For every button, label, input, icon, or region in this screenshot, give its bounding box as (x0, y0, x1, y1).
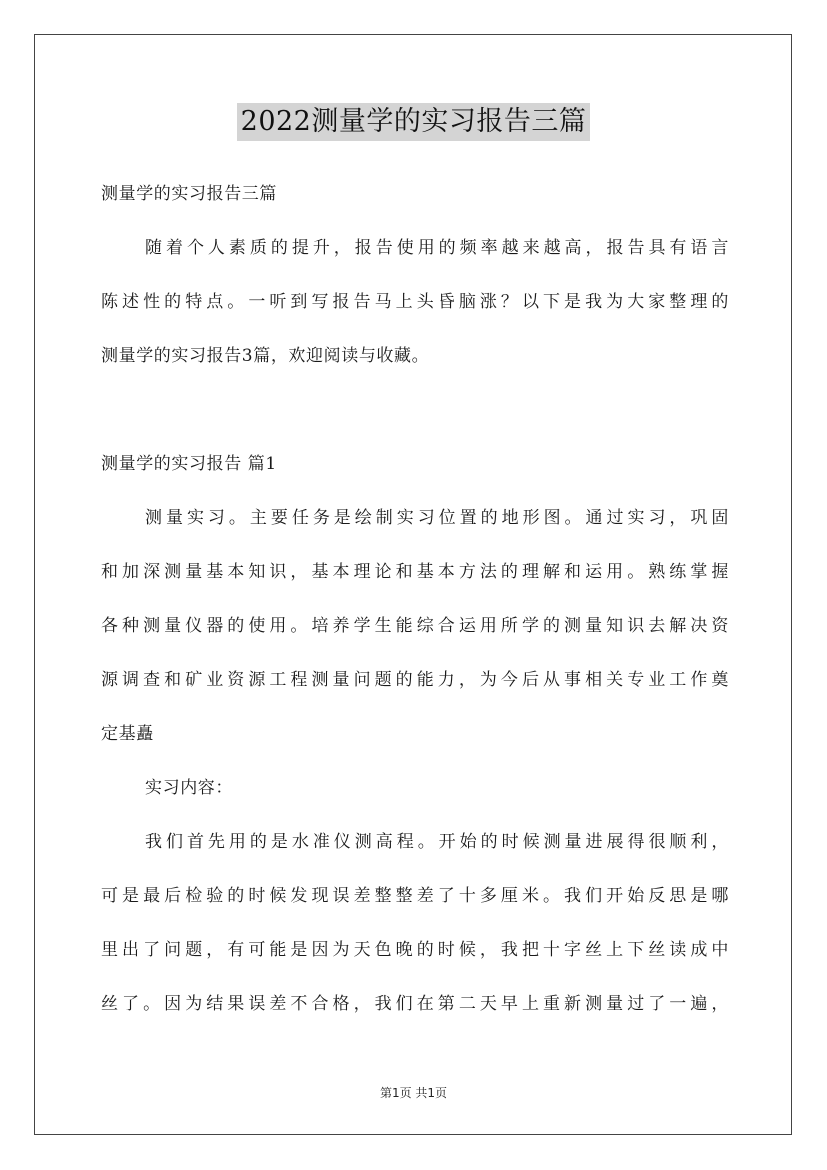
paragraph-line: 实习内容： (145, 778, 233, 798)
paragraph-line: 测量实习。主要任务是绘制实习位置的地形图。通过实习，巩固 (145, 508, 729, 528)
subtitle-line: 测量学的实习报告三篇 (101, 184, 277, 204)
section-heading: 测量学的实习报告 篇1 (101, 454, 277, 474)
document-title: 2022测量学的实习报告三篇 (237, 103, 591, 141)
title-container (0, 103, 827, 141)
paragraph-line: 源调查和矿业资源工程测量问题的能力，为今后从事相关专业工作奠 (101, 670, 729, 690)
paragraph-line: 陈述性的特点。一听到写报告马上头昏脑涨？以下是我为大家整理的 (101, 292, 729, 312)
page-footer (0, 1084, 827, 1101)
paragraph-line: 定基矗 (101, 724, 154, 744)
paragraph-line: 我们首先用的是水准仪测高程。开始的时候测量进展得很顺利， (145, 832, 729, 852)
paragraph-line: 各种测量仪器的使用。培养学生能综合运用所学的测量知识去解决资 (101, 616, 729, 636)
paragraph-line: 测量学的实习报告3篇，欢迎阅读与收藏。 (101, 346, 430, 366)
paragraph-line: 和加深测量基本知识，基本理论和基本方法的理解和运用。熟练掌握 (101, 562, 729, 582)
paragraph-line: 随着个人素质的提升，报告使用的频率越来越高，报告具有语言 (145, 238, 729, 258)
page-number: 第1页 共1页 (379, 1086, 448, 1100)
paragraph-line: 可是最后检验的时候发现误差整整差了十多厘米。我们开始反思是哪 (101, 886, 729, 906)
paragraph-line: 丝了。因为结果误差不合格，我们在第二天早上重新测量过了一遍， (101, 994, 729, 1014)
paragraph-line: 里出了问题，有可能是因为天色晚的时候，我把十字丝上下丝读成中 (101, 940, 729, 960)
